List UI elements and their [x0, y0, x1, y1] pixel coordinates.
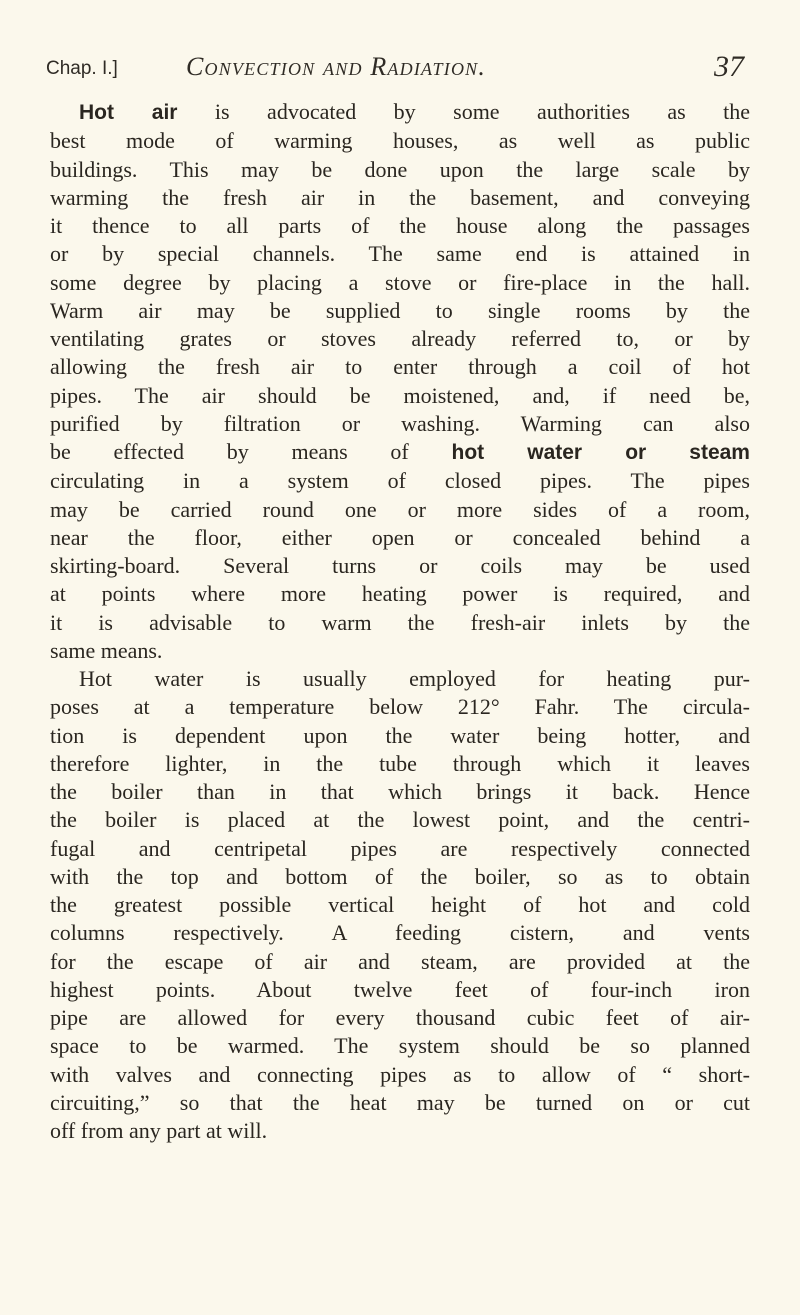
text-line: with valves and connecting pipes as to allow of “ short-: [50, 1061, 750, 1087]
text-line: may be carried round one or more sides of a room,: [50, 496, 750, 522]
text-line: or by special channels. The same end is attained in: [50, 241, 750, 267]
text-line: allowing the fresh air to enter through a coil of hot: [50, 354, 750, 380]
text-line: it is advisable to warm the fresh-air inlets by the: [50, 609, 750, 635]
text-fragment: is advocated by some authorities as the: [177, 99, 750, 124]
text-line: Warm air may be supplied to single rooms by the: [50, 297, 750, 323]
body-text: [50, 98, 750, 1145]
text-line: the boiler is placed at the lowest point, and the centri-: [50, 807, 750, 833]
text-line: circuiting,” so that the heat may be turned on or cut: [50, 1089, 750, 1115]
text-line: pipe are allowed for every thousand cubic feet of air-: [50, 1005, 750, 1030]
text-line: skirting-board. Several turns or coils may be used: [50, 553, 750, 578]
text-line: pipes. The air should be moistened, and, if need be,: [50, 382, 750, 408]
chapter-label: Chap. I.]: [46, 58, 118, 79]
paragraph: [50, 665, 750, 1145]
text-line: same means.: [50, 637, 163, 663]
text-line: space to be warmed. The system should be so planned: [50, 1033, 750, 1059]
text-line: best mode of warming houses, as well as public: [50, 128, 750, 154]
text-line: highest points. About twelve feet of four-inch iron: [50, 976, 750, 1002]
text-line: therefore lighter, in the tube through which it leaves: [50, 750, 750, 776]
text-line: the greatest possible vertical height of hot and cold: [50, 892, 750, 917]
text-line: Hot water is usually employed for heating pur-: [79, 666, 750, 691]
text-line: purified by filtration or washing. Warming can also: [50, 410, 750, 436]
running-title: Convection and Radiation.: [186, 52, 487, 81]
text-line: off from any part at will.: [50, 1118, 268, 1143]
text-fragment: be effected by means of: [50, 439, 452, 464]
text-line: poses at a temperature below 212° Fahr. The circula-: [50, 694, 750, 720]
bold-term: Hot air: [79, 101, 178, 124]
bold-term: hot water or steam: [451, 441, 750, 464]
text-line: [50, 98, 750, 127]
text-line: with the top and bottom of the boiler, so as to obtain: [50, 863, 750, 889]
text-line: tion is dependent upon the water being hotter, and: [50, 722, 750, 748]
text-line: at points where more heating power is required, and: [50, 581, 750, 607]
text-line: near the floor, either open or concealed behind a: [50, 524, 750, 550]
text-line: it thence to all parts of the house along the passages: [50, 213, 750, 238]
page-number: 37: [714, 50, 744, 83]
text-line: buildings. This may be done upon the large scale by: [50, 156, 750, 182]
text-line: ventilating grates or stoves already referred to, or by: [50, 326, 750, 351]
page-header: [46, 50, 750, 92]
text-line: for the escape of air and steam, are provided at the: [50, 948, 750, 974]
text-line: the boiler than in that which brings it back. Hence: [50, 779, 750, 804]
paragraph: [50, 98, 750, 665]
text-line: warming the fresh air in the basement, and conveying: [50, 184, 750, 210]
text-line: fugal and centripetal pipes are respectively connected: [50, 835, 750, 861]
text-line: some degree by placing a stove or fire-place in the hall.: [50, 269, 750, 295]
text-line: circulating in a system of closed pipes. The pipes: [50, 468, 750, 494]
text-line: columns respectively. A feeding cistern, and vents: [50, 920, 750, 946]
text-line: [50, 438, 750, 467]
